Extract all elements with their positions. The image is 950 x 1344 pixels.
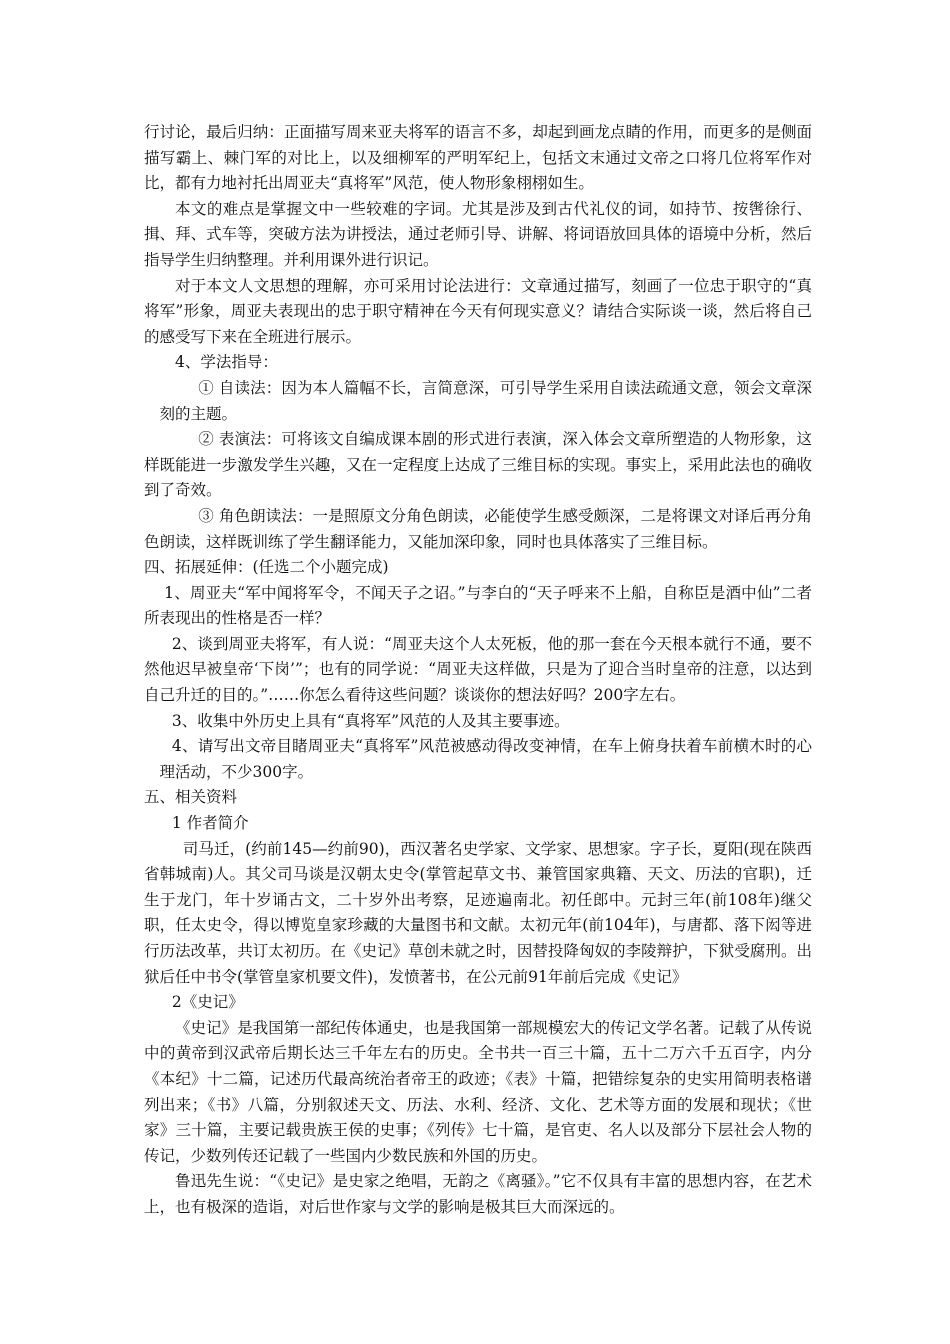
heading-study-method: 4、学法指导： [175,353,278,372]
paragraph-luxun-quote: 鲁迅先生说：“《史记》是史家之绝唱，无韵之《离骚》。”它不仅具有丰富的思想内容，在艺术上，也有极深的造诣，对后世作家与文学的影响是极其巨大而深远的。 [144,1172,812,1216]
paragraph-shiji-description: 《史记》是我国第一部纪传体通史，也是我国第一部规模宏大的传记文学名著。记载了从传说中的黄帝到汉武帝后期长达三千年左右的历史。全书共一百三十篇，五十二万六千五百字，内分《本纪》十二篇，记述历代最高统治者帝王的政迹；《表》十篇，把错综复杂的史实用简明表格谱列出来；《书》八篇，分别叙述天文、历法、水利、经济、文化、艺术等方面的发展和现状；《世家》三十篇，主要记载贵族王侯的史事；《列传》七十篇，是官吏、名人以及部分下层社会人物的传记，少数列传还记载了一些国内少数民族和外国的历史。 [144,1018,812,1165]
section-heading-extension: 四、拓展延伸：(任选二个小题完成) [144,558,389,577]
subheading-author-intro: 1 作者简介 [171,814,249,833]
paragraph-difficulty: 本文的难点是掌握文中一些较难的字词。尤其是涉及到古代礼仪的词，如持节、按辔徐行、揖、拜、式车等，突破方法为讲授法，通过老师引导、讲解、将词语放回具体的语境中分析，然后指导学生归纳整理。并利用课外进行识记。 [144,199,812,269]
section-heading-materials: 五、相关资料 [144,788,238,807]
document-page [144,120,812,1221]
method-role-reading: ③ 角色朗读法：一是照原文分角色朗读，必能使学生感受颇深，二是将课文对译后再分角色朗读，这样既训练了学生翻译能力，又能加深印象，同时也具体落实了三维目标。 [144,506,812,551]
paragraph-author-bio: 司马迁，(约前145—约前90)，西汉著名史学家、文学家、思想家。字子长，夏阳(现在陕西省韩城南)人。其父司马谈是汉朝太史令(掌管起草文书、兼管国家典籍、天文、历法的官职)，迁生于龙门，年十岁诵古文，二十岁外出考察，足迹遍南北。初任郎中。元封三年(前108年)继父职，任太史令，得以博览皇家珍藏的大量图书和文献。太初元年(前104年)，与唐都、落下闳等进行历法改革，共订太初历。在《史记》草创未就之时，因替投降匈奴的李陵辩护，下狱受腐刑。出狱后任中书令(掌管皇家机要文件)，发愤著书，在公元前91年前后完成《史记》 [144,839,812,986]
method-self-reading: ① 自读法：因为本人篇幅不长，言简意深，可引导学生采用自读法疏通文意，领会文章深刻的主题。 [159,378,812,423]
extension-question-2: 2、谈到周亚夫将军，有人说：“周亚夫这个人太死板，他的那一套在今天根本就行不通，要不然他迟早被皇帝‘下岗’”；也有的同学说：“周亚夫这样做，只是为了迎合当时皇帝的注意，以达到自己升迁的目的。”……你怎么看待这些问题？谈谈你的想法好吗？200字左右。 [144,634,812,705]
subheading-shiji: 2《史记》 [171,993,244,1012]
method-performance: ② 表演法：可将该文自编成课本剧的形式进行表演，深入体会文章所塑造的人物形象，这样既能进一步激发学生兴趣，又在一定程度上达成了三维目标的实现。事实上，采用此法也的确收到了奇效。 [144,430,812,500]
extension-question-4: 4、请写出文帝目睹周亚夫“真将军”风范被感动得改变神情，在车上俯身扶着车前横木时的心理活动，不少300字。 [159,737,812,781]
extension-question-3: 3、收集中外历史上具有“真将军”风范的人及其主要事迹。 [171,711,570,730]
paragraph-discussion-summary: 行讨论，最后归纳：正面描写周来亚夫将军的语言不多，却起到画龙点睛的作用，而更多的是侧面描写霸上、棘门军的对比上，以及细柳军的严明军纪上，包括文末通过文帝之口将几位将军作对比，都有力地衬托出周亚夫“真将军”风范，使人物形象栩栩如生。 [144,123,812,193]
paragraph-humanistic-thought: 对于本文人文思想的理解，亦可采用讨论法进行：文章通过描写，刻画了一位忠于职守的“真将军”形象，周亚夫表现出的忠于职守精神在今天有何现实意义？请结合实际谈一谈，然后将自己的感受写下来在全班进行展示。 [144,276,812,346]
extension-question-1: 1、周亚夫“军中闻将军令，不闻天子之诏。”与李白的“天子呼来不上船，自称臣是酒中仙”二者所表现出的性格是否一样？ [144,583,812,628]
